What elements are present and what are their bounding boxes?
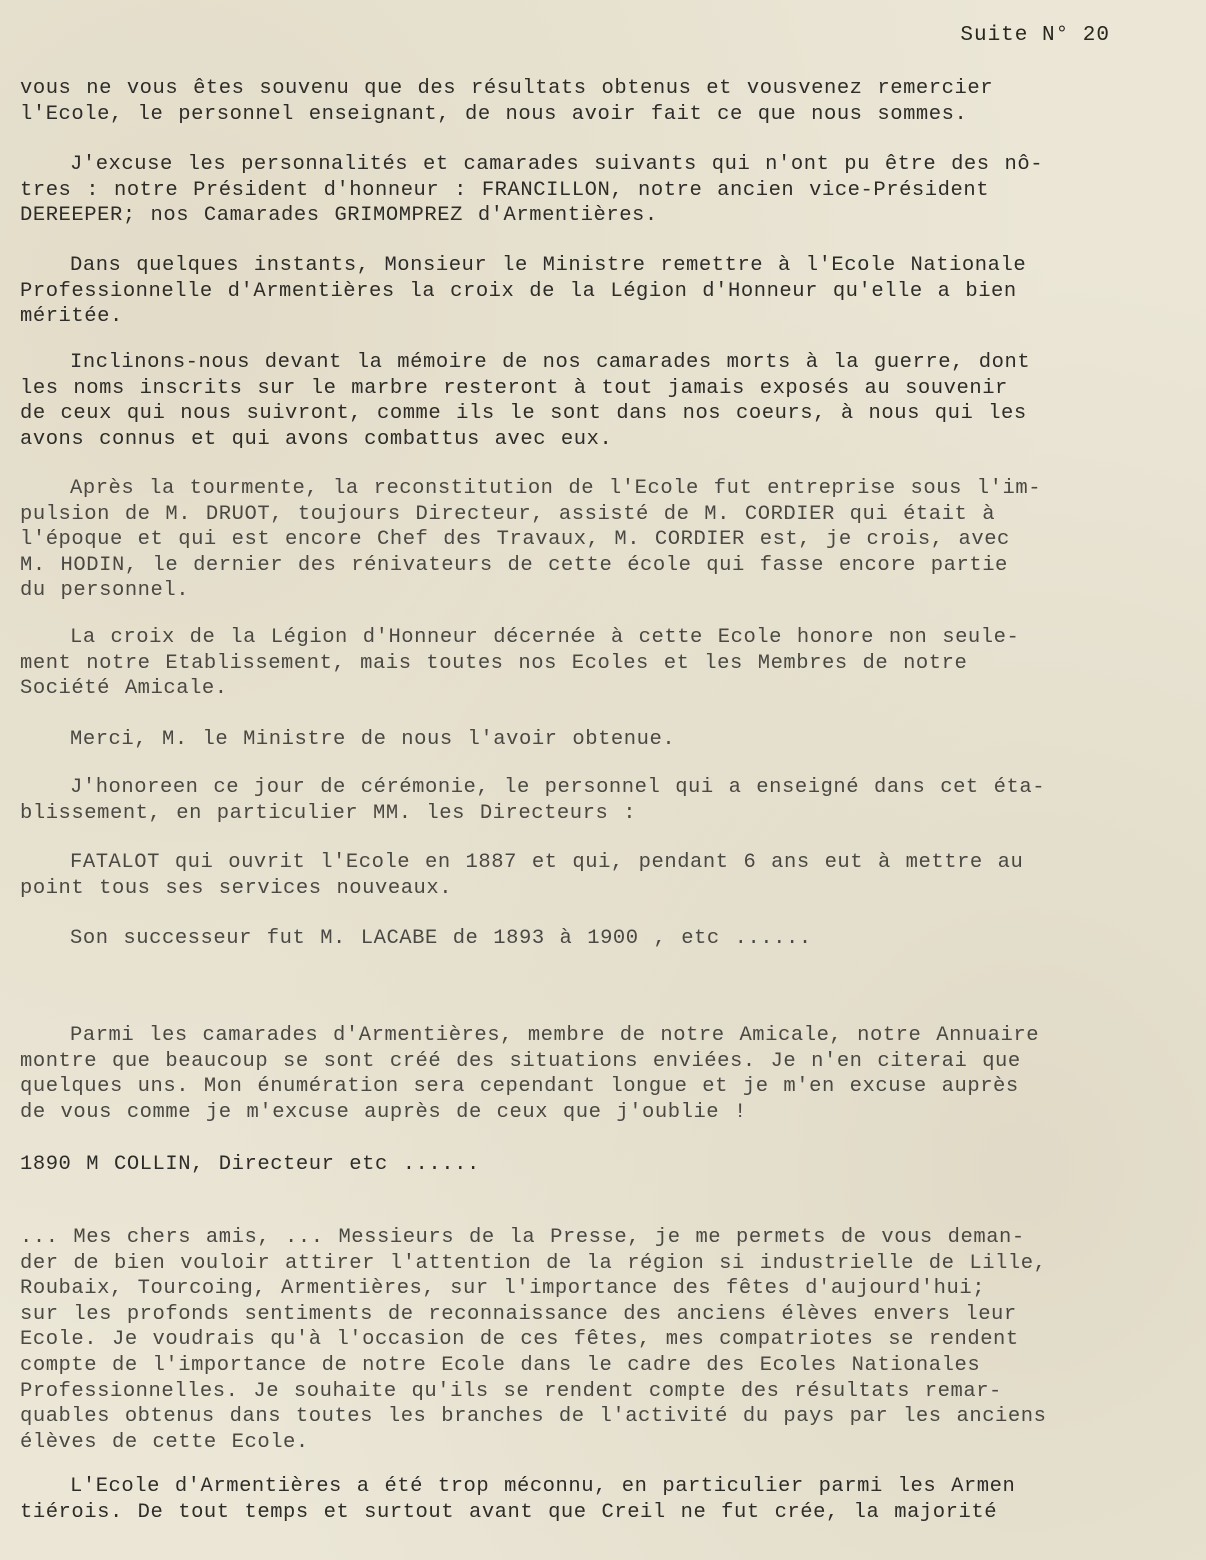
paragraph-9: FATALOT qui ouvrit l'Ecole en 1887 et qui, pendant 6 ans eut à mettre au point tous ses services nouveaux. xyxy=(20,851,1024,900)
paragraph-6: La croix de la Légion d'Honneur décernée à cette Ecole honore non seule- ment notre Etablissement, mais toutes nos Ecoles et les Membres de notre Société Amicale. xyxy=(20,626,1020,701)
paragraph-4: Inclinons-nous devant la mémoire de nos camarades morts à la guerre, dont les noms inscrits sur le marbre resteront à tout jamais exposés au souvenir de ceux qui nous suivront, comme ils le sont dans nos coeurs, à nous qui les avons connus et qui avons combattus avec eux. xyxy=(20,351,1031,451)
paragraph-11: Parmi les camarades d'Armentières, membre de notre Amicale, notre Annuaire montre que beaucoup se sont créé des situations enviées. Je n'en citerai que quelques uns. Mon énumération sera cependant longue et je m'en excuse auprès de vous comme je m'excuse auprès de ceux que j'oublie ! xyxy=(20,1024,1040,1124)
page-number-label: Suite N° 20 xyxy=(960,24,1110,47)
paragraph-5: Après la tourmente, la reconstitution de l'Ecole fut entreprise sous l'im- pulsion de M. DRUOT, toujours Directeur, assisté de M. CORDIER qui était à l'époque et qui est encore Chef des Travaux, M. CORDIER est, je crois, avec M. HODIN, le dernier des rénivateurs de cette école qui fasse encore partie du personnel. xyxy=(20,477,1042,603)
paragraph-7: Merci, M. le Ministre de nous l'avoir obtenue. xyxy=(70,728,676,751)
paragraph-10: Son successeur fut M. LACABE de 1893 à 1900 , etc ...... xyxy=(70,927,812,950)
paragraph-12: 1890 M COLLIN, Directeur etc ...... xyxy=(20,1153,480,1176)
paragraph-14: L'Ecole d'Armentières a été trop méconnu, en particulier parmi les Armen tiérois. De tout temps et surtout avant que Creil ne fut crée, la majorité xyxy=(20,1475,1016,1524)
paragraph-8: J'honoreen ce jour de cérémonie, le personnel qui a enseigné dans cet éta- blissement, en particulier MM. les Directeurs : xyxy=(20,776,1046,825)
paragraph-1: vous ne vous êtes souvenu que des résultats obtenus et vousvenez remercier l'Ecole, le personnel enseignant, de nous avoir fait ce que nous sommes. xyxy=(20,77,994,126)
paragraph-13: ... Mes chers amis, ... Messieurs de la Presse, je me permets de vous deman- der de bien vouloir attirer l'attention de la région si industrielle de Lille, Roubaix, Tourcoing, Armentières, sur l'importance des fêtes d'aujourd'hui; sur les profonds sentiments de reconnaissance des anciens élèves envers leur Ecole. Je voudrais qu'à l'occasion de ces fêtes, mes compatriotes se rendent compte de l'importance de notre Ecole dans le cadre des Ecoles Nationales Professionnelles. Je souhaite qu'ils se rendent compte des résultats remar- quables obtenus dans toutes les branches de l'activité du pays par les anciens élèves de cette Ecole. xyxy=(20,1226,1047,1454)
paragraph-3: Dans quelques instants, Monsieur le Ministre remettre à l'Ecole Nationale Professionnelle d'Armentières la croix de la Légion d'Honneur qu'elle a bien méritée. xyxy=(20,254,1027,329)
paragraph-2: J'excuse les personnalités et camarades suivants qui n'ont pu être des nô- tres : notre Président d'honneur : FRANCILLON, notre ancien vice-Président DEREEPER; nos Camarades GRIMOMPREZ d'Armentières. xyxy=(20,153,1044,228)
